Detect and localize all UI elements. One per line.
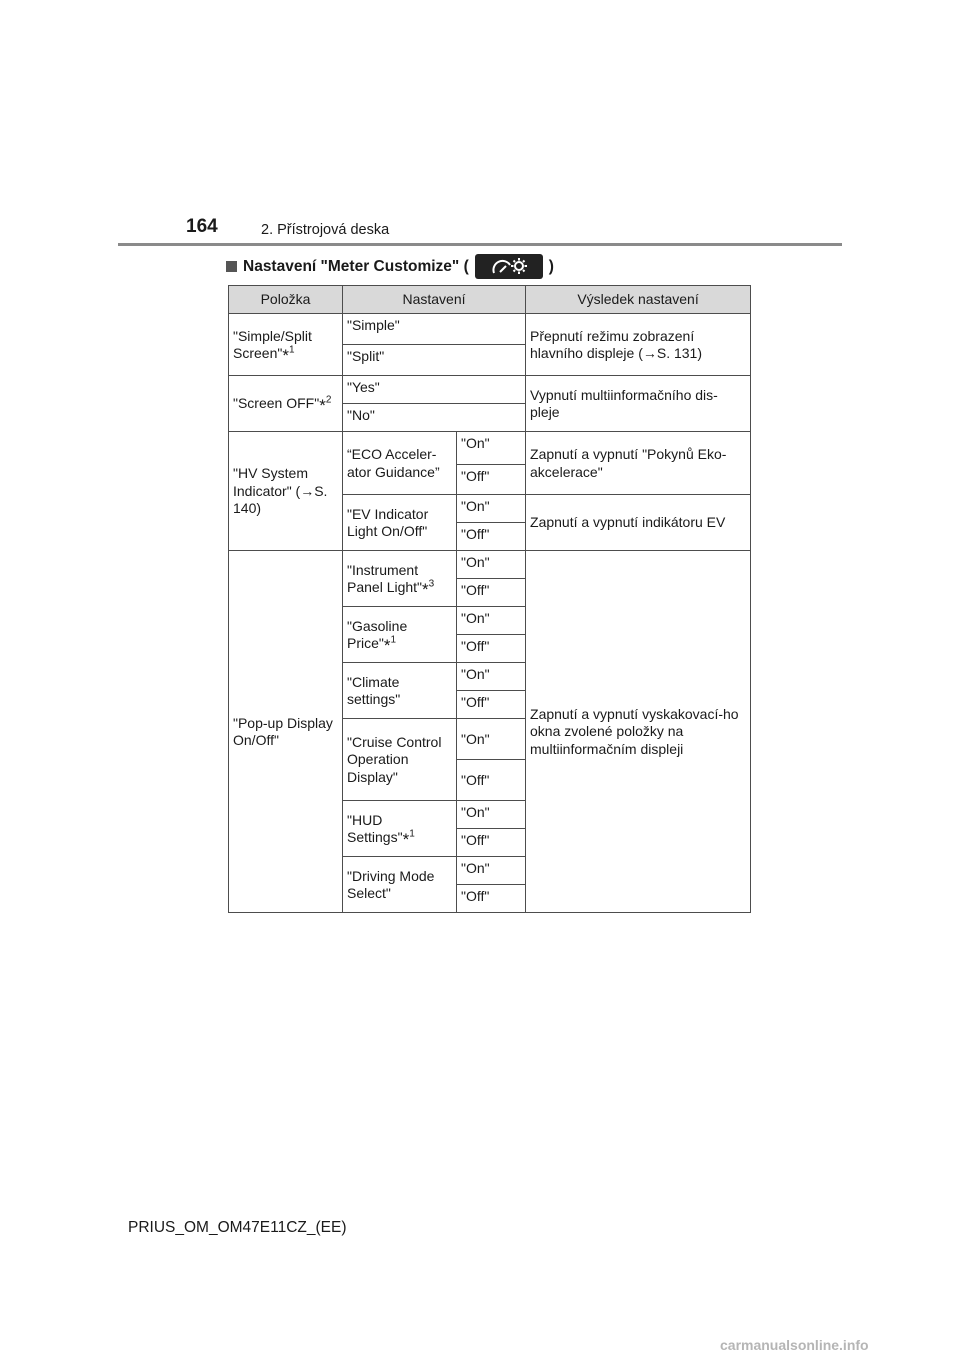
result-cell: Zapnutí a vypnutí "Pokynů Eko-akcelerace" bbox=[526, 432, 751, 495]
off-cell: "Off" bbox=[457, 829, 526, 857]
header-result: Výsledek nastavení bbox=[526, 286, 751, 314]
header-setting: Nastavení bbox=[343, 286, 526, 314]
table-header-row bbox=[229, 286, 751, 314]
footnote-star: * bbox=[319, 396, 326, 416]
subitem-cell: "Driving Mode Select" bbox=[343, 857, 457, 913]
off-cell: "Off" bbox=[457, 523, 526, 551]
setting-cell: "Split" bbox=[343, 345, 526, 376]
subitem-cell bbox=[343, 801, 457, 857]
bullet-square-icon bbox=[226, 261, 237, 272]
footnote-star: * bbox=[282, 346, 289, 365]
result-cell: Vypnutí multiinformačního dis-pleje bbox=[526, 376, 751, 432]
subitem-cell bbox=[343, 551, 457, 607]
page-number: 164 bbox=[186, 216, 218, 237]
subitem-cell: “ECO Acceler-ator Guidance” bbox=[343, 432, 457, 495]
off-cell: "Off" bbox=[457, 885, 526, 913]
footnote-star: * bbox=[383, 636, 391, 655]
footnote-mark: 1 bbox=[409, 828, 415, 840]
item-cell bbox=[229, 376, 343, 432]
settings-table bbox=[228, 285, 751, 913]
on-cell: "On" bbox=[457, 663, 526, 691]
meter-settings-icon bbox=[475, 254, 543, 279]
section-title-prefix: Nastavení "Meter Customize" ( bbox=[243, 257, 469, 275]
footnote-mark: 2 bbox=[325, 394, 332, 406]
subitem-label: "Gasoline Price" bbox=[347, 617, 408, 651]
table-row bbox=[229, 551, 751, 579]
setting-cell: "Yes" bbox=[343, 376, 526, 404]
subitem-cell: "Climate settings" bbox=[343, 663, 457, 719]
subitem-label: "Instrument Panel Light" bbox=[347, 561, 423, 595]
subitem-cell: "Cruise Control Operation Display" bbox=[343, 719, 457, 801]
result-cell: Zapnutí a vypnutí indikátoru EV bbox=[526, 495, 751, 551]
footnote-mark: 3 bbox=[428, 578, 435, 590]
item-cell: "HV System Indicator" (→S. 140) bbox=[229, 432, 343, 551]
footnote-mark: 1 bbox=[288, 344, 295, 356]
on-cell: "On" bbox=[457, 551, 526, 579]
off-cell: "Off" bbox=[457, 691, 526, 719]
on-cell: "On" bbox=[457, 801, 526, 829]
subitem-cell bbox=[343, 607, 457, 663]
result-cell: Zapnutí a vypnutí vyskakovací-ho okna zvolené položky na multiinformačním displeji bbox=[526, 551, 751, 913]
off-cell: "Off" bbox=[457, 465, 526, 495]
setting-cell: "Simple" bbox=[343, 314, 526, 345]
footer-doc-code: PRIUS_OM_OM47E11CZ_(EE) bbox=[128, 1219, 347, 1236]
item-cell bbox=[229, 314, 343, 376]
off-cell: "Off" bbox=[457, 760, 526, 801]
subitem-cell: "EV Indicator Light On/Off" bbox=[343, 495, 457, 551]
item-label: "Screen OFF" bbox=[233, 395, 320, 412]
on-cell: "On" bbox=[457, 495, 526, 523]
on-cell: "On" bbox=[457, 607, 526, 635]
table-row bbox=[229, 376, 751, 404]
section-title-suffix: ) bbox=[548, 257, 554, 275]
on-cell: "On" bbox=[457, 719, 526, 760]
footnote-star: * bbox=[422, 580, 429, 599]
footnote-mark: 1 bbox=[390, 634, 397, 646]
off-cell: "Off" bbox=[457, 579, 526, 607]
footnote-star: * bbox=[402, 830, 410, 849]
watermark-link[interactable]: carmanualsonline.info bbox=[720, 1337, 869, 1353]
section-title bbox=[226, 254, 554, 279]
header-rule bbox=[118, 243, 842, 246]
off-cell: "Off" bbox=[457, 635, 526, 663]
subitem-label: "HUD Settings" bbox=[347, 811, 403, 845]
setting-cell: "No" bbox=[343, 404, 526, 432]
table-row bbox=[229, 432, 751, 465]
header-item: Položka bbox=[229, 286, 343, 314]
table-row bbox=[229, 314, 751, 345]
item-cell: "Pop-up Display On/Off" bbox=[229, 551, 343, 913]
chapter-title: 2. Přístrojová deska bbox=[261, 222, 390, 238]
item-label: "Simple/Split Screen" bbox=[233, 327, 312, 361]
on-cell: "On" bbox=[457, 857, 526, 885]
on-cell: "On" bbox=[457, 432, 526, 465]
result-cell: Přepnutí režimu zobrazení hlavního displeje (→S. 131) bbox=[526, 314, 751, 376]
